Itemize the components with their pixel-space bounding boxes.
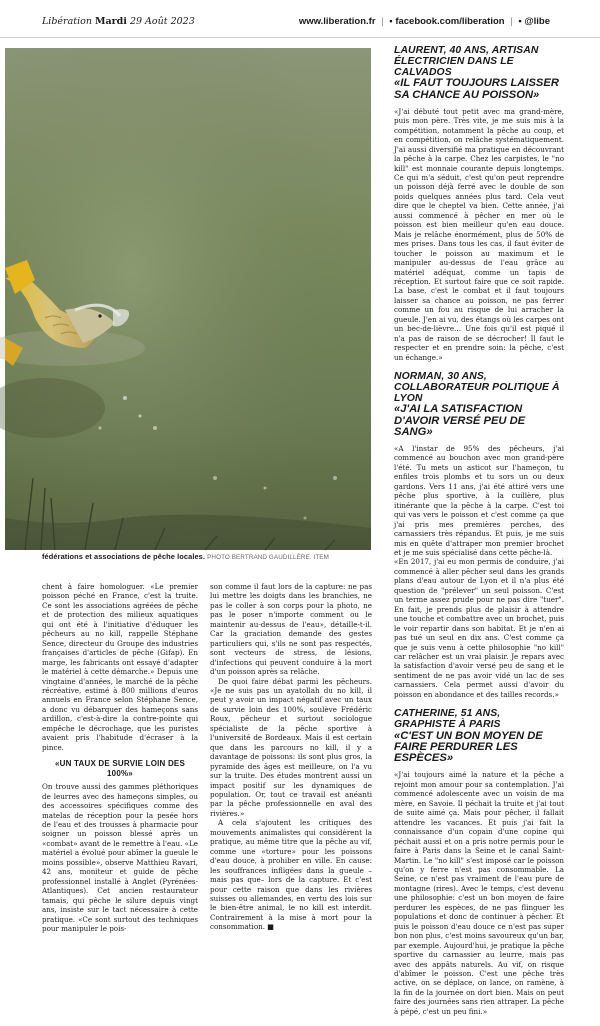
article-column-2 [210, 582, 372, 932]
header-date: 29 Août 2023 [129, 16, 195, 27]
fish-jumping-illustration [5, 48, 371, 550]
page-header [0, 0, 600, 38]
twitter-link[interactable]: @libe [524, 16, 550, 27]
testimonial-name: LAURENT, 40 ANS, ARTISAN ÉLECTRICIEN DANS LE CALVADOS [394, 45, 539, 78]
testimonials-column [394, 46, 564, 1026]
article-paragraph: chent à faire homologuer. «Le premier poisson péché en France, c'est la truite. Ce sont les associations agréées de pêche et de protection des milieux aquatiques qui ont été à l'initiative d'éduquer les pêcheurs au no kill, rappelle Stéphane Sence, directeur du Groupe des industries françaises d'articles de pêche (Gifap). En marge, les fabricants ont essayé d'adapter le matériel à cette démarche.» Depuis une vingtaine d'années, le marché de la pêche récréative, estimé à 800 millions d'euros annuels en France selon Stéphane Sence, a donc vu débarquer des hameçons sans ardillon, c'est-à-dire la contre-pointe qui empêche le décrochage, que les puristes avaient pris l'habitude d'écraser à la pince. [42, 582, 198, 752]
publication-name: Libération [42, 16, 92, 27]
header-day: Mardi [94, 16, 127, 27]
header-separator: | [510, 16, 513, 27]
fish-photo [5, 48, 371, 550]
twitter-icon: ▪ [518, 16, 522, 27]
photo-caption [42, 552, 372, 563]
header-separator: | [381, 16, 384, 27]
testimonial-body: «A l'instar de 95% des pêcheurs, j'ai commencé au bouchon avec mon grand-père l'été. Tu mets un asticot sur l'hameçon, tu enfiles trois plombs et tu sors un ou deux gardons. Vers 11 ans, j'ai été attiré vers une pêche plus sportive, à la cuillère, plus itinérante que la pêche à la carpe. C'est toi qui vas vers le poisson et c'est comme ça que j'ai pris mes premières perches, des carnassiers très répandus. Et puis, je me suis mis en quête d'attraper mon premier brochet et je me suis spécialisé dans cette pêche-là. [394, 444, 564, 558]
article-paragraph: On trouve aussi des gammes pléthoriques de leurres avec des hameçons simples, ou des accessoires spécifiques comme des matelas de réception pour la pesée hors de l'eau et des trousses à pharmacie pour soigner un poisson blessé après un «combat» avant de le remettre à l'eau. «Le matériel a évolué pour abîmer la gueule le moins possible», observe Matthieu Ravari, 42 ans, moniteur et guide de pêche professionnel installé à Anglet (Pyrénées-Atlantiques). Cet ancien restaurateur tamais, qui pêche le silure depuis vingt ans, insiste sur le tact nécessaire à cette pratique. «Ce sont surtout des techniques pour manipuler le pois- [42, 782, 198, 933]
testimonial-quote: «IL FAUT TOUJOURS LAISSER SA CHANCE AU POISSON» [394, 77, 559, 101]
facebook-link[interactable]: facebook.com/liberation [395, 16, 505, 27]
caption-text: fédérations et associations de pêche locales. [42, 552, 206, 561]
testimonial-body: «J'ai toujours aimé la nature et la pêche a rejoint mon amour pour sa contemplation. J'ai commencé adolescente avec un voisin de ma mère, en Savoie. Il péchait la truite et j'ai tout de suite aimé ça. Mais pour pêcher, il fallait attendre les vacances. Et puis j'ai fait la connaissance d'un copain d'une copine qui péchait aussi et on a pris notre permis pour le faire à Paris dans la Seine et le canal Saint-Martin. Le "no kill" s'est imposé car le poisson qu'on y ferre n'est pas consommable. La Seine, ce n'est pas vraiment de l'eau pure de montagne (rires). Avec le temps, c'est devenu une philosophie: c'est un bon moyen de faire perdurer les espèces, de ne pas flinguer les populations et donc de continuer à pêcher. Et puis le poisson d'eau douce ce n'est pas super bon non plus, c'est moins savoureux qu'un bar, par exemple. Aujourd'hui, je pratique la pêche sportive du carnassier au leurre, mais pas avec des appâts naturels. Au vif, on risque d'abîmer le poisson. C'est une pêche très active, on se déplace, on lance, on ramène, à la fin de la journée on dort bien. Mais on peut faire des journées sans rien attraper. La pêche à pépé, c'est un peu fini.» [394, 770, 564, 1016]
article-column-1 [42, 582, 198, 933]
header-right [299, 16, 550, 27]
article-paragraph: A cela s'ajoutent les critiques des mouvements animalistes qui considèrent la pratique, au même titre que la pêche au vif, comme une «torture» pour les poissons d'eau douce, à prohiber en ville. En cause: les souffrances infligées dans la gueule –mais pas que– lors de la capture. Et c'est pour cette raison que dans les rivières suisses ou allemandes, en vertu des lois sur le bien-être animal, le no kill est interdit. Contrairement à la mise à mort pour la consommation. ■ [210, 818, 372, 932]
article-intertitle: «UN TAUX DE SURVIE LOIN DES 100%» [54, 759, 185, 778]
header-left [42, 16, 195, 27]
article-paragraph: son comme il faut lors de la capture: ne pas lui mettre les doigts dans les branchies, ne pas le coller à son corps pour la photo, ne pas le poser n'importe comment ou le maintenir au-dessus de l'eau», détaille-t-il. Car la graciation demande des gestes particuliers qui, s'ils ne sont pas respectés, sont vecteurs de stress, de lésions, d'infections qui peuvent conduire à la mort d'un poisson après sa relâche. [210, 582, 372, 677]
testimonial-body: «En 2017, j'ai eu mon permis de conduire, j'ai commencé à aller pêcher seul dans les grands plans d'eau autour de Lyon et il n'a plus été question de "prélever" un seul poisson. C'est un terme assez prude pour ne pas dire "tuer". En fait, je prends plus de plaisir à attendre une touche et combattre avec un brochet, puis le voir repartir dans son habitat. Et je n'en ai pas tué un seul en dix ans. C'est comme ça que je suis venu à cette philosophie "no kill" car relâcher est un vrai plaisir. Je repars avec la satisfaction d'avoir versé peu de sang et le sentiment de ne pas avoir vidé un lac de ses carnassiers. Cela permet aussi d'avoir du poisson en abondance et des tailles records.» [394, 557, 564, 699]
testimonial-catherine [394, 709, 564, 1016]
photo-credit: PHOTO BERTRAND GAUDILLÈRE. ITEM [207, 554, 329, 561]
website-link[interactable]: www.liberation.fr [298, 16, 376, 27]
testimonial-body: «J'ai débuté tout petit avec ma grand-mère, puis mon père. Très vite, je me suis mis à la compétition, notamment la pêche au coup, et en compétition, on relâche systématiquement. J'ai aussi diversifié ma pratique en découvrant la pêche à la carpe. Chez les carpistes, le "no kill" est monnaie courante depuis longtemps. Ce qui m'a séduit, c'est qu'on peut reprendre un poisson déjà ferré avec le double de son poids quelques années plus tard. Cela veut dire que le cheptel va bien. Cette année, j'ai aussi commencé à pêcher en mer où le poisson est bien meilleur qu'en eau douce. Mais je relâche énormément, plus de 50% de mes prises. Dans tous les cas, il faut éviter de toucher le poisson au maximum et le manipuler au-dessus de l'eau grâce au matériel adéquat, comme un tapis de réception. Et surtout faire que ce soit rapide. La base, c'est le combat et il faut toujours laisser sa chance au poisson, ne pas ferrer comme un fou au risque de lui arracher la gueule. J'en ai vu, des étangs où les carpes ont un bec-de-lièvre… Une fois qu'il est piqué il n'a pas de raison de se décrocher! Il faut le respecter et en prendre soin: la pêche, c'est un échange.» [394, 106, 564, 362]
testimonial-name: NORMAN, 30 ANS, COLLABORATEUR POLITIQUE À LYON [394, 371, 560, 404]
testimonial-laurent [394, 46, 564, 362]
testimonial-name: CATHERINE, 51 ANS, GRAPHISTE À PARIS [394, 708, 501, 731]
testimonial-norman [394, 372, 564, 699]
testimonial-quote: «C'EST UN BON MOYEN DE FAIRE PERDURER LES ESPÈCES» [394, 729, 543, 765]
testimonial-quote: «J'AI LA SATISFACTION D'AVOIR VERSÉ PEU DE SANG» [394, 403, 526, 438]
article-paragraph: De quoi faire débat parmi les pêcheurs. «Je ne suis pas un ayatollah du no kill, il peut y avoir un impact négatif avec un taux de survie loin des 100%, soulève Frédéric Roux, pêcheur et surtout sociologue spécialiste de la pêche sportive à l'université de Bordeaux. Mais il est certain que dans les parcours no kill, il y a davantage de poissons: ils sont plus gros, la pyramide des âges est meilleure, on l'a vu sur la truite. Des études montrent aussi un impact positif sur les dynamiques de population. Or, tout ce travail est anéanti par la pêche professionnelle en aval des rivières.» [210, 676, 372, 818]
facebook-icon: ▪ [389, 16, 393, 27]
